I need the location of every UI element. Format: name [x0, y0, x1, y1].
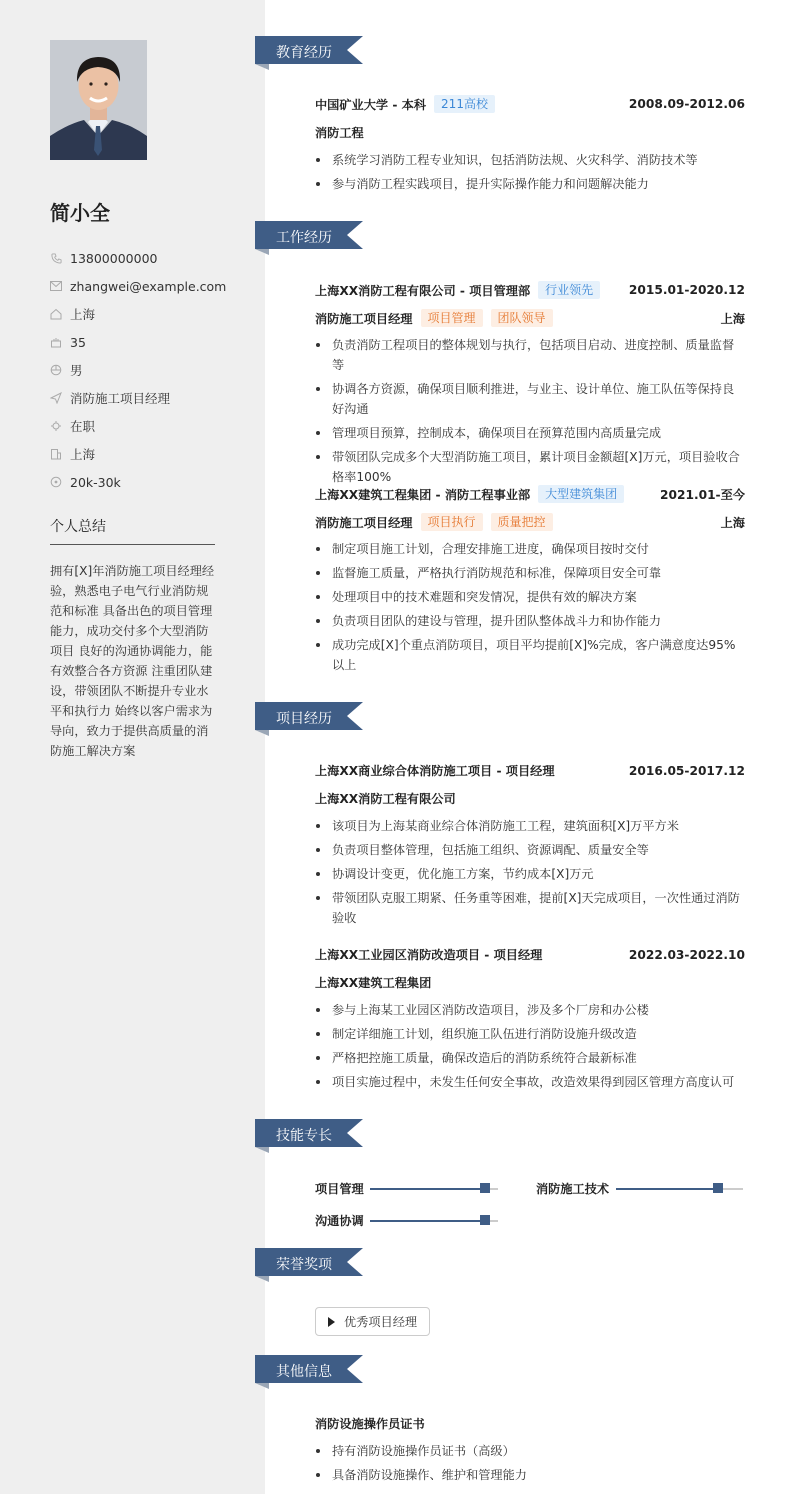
role-title: 消防施工项目经理 — [315, 515, 413, 530]
work-2-header — [315, 485, 745, 503]
list-item: 处理项目中的技术难题和突发情况，提供有效的解决方案 — [315, 587, 745, 607]
skill-bar-knob — [713, 1183, 723, 1193]
list-item: 监督施工质量，严格执行消防规范和标准，保障项目安全可靠 — [315, 563, 745, 583]
project-1-bullets — [315, 816, 745, 932]
award-chip — [315, 1307, 430, 1336]
work-city: 上海 — [720, 311, 745, 326]
info-email: zhangwei@example.com — [50, 272, 240, 300]
list-item: 负责项目团队的建设与管理，提升团队整体战斗力和协作能力 — [315, 611, 745, 631]
skill-bar-knob — [480, 1215, 490, 1225]
skill-bar-fill — [370, 1188, 485, 1190]
school-tag: 211高校 — [434, 95, 495, 113]
list-item: 该项目为上海某商业综合体消防施工工程，建筑面积[X]万平方米 — [315, 816, 745, 836]
skill-name: 消防施工技术 — [536, 1182, 610, 1196]
info-salary: 20k-30k — [50, 468, 240, 496]
summary-title: 个人总结 — [50, 519, 106, 535]
skill-bar — [616, 1188, 743, 1190]
list-item: 协调各方资源，确保项目顺利推进，与业主、设计单位、施工队伍等保持良好沟通 — [315, 379, 745, 419]
skill-bar-fill — [616, 1188, 718, 1190]
other-bullets — [315, 1441, 745, 1489]
info-age: 35 — [50, 328, 240, 356]
role-tag: 团队领导 — [491, 309, 553, 327]
info-status: 在职 — [50, 412, 240, 440]
sidebar — [0, 0, 265, 1494]
education-major: 消防工程 — [315, 126, 364, 140]
company-tag: 大型建筑集团 — [538, 485, 624, 503]
skill-item — [536, 1180, 743, 1197]
play-icon — [328, 1317, 335, 1327]
list-item: 持有消防设施操作员证书（高级） — [315, 1441, 745, 1461]
list-item: 严格把控施工质量，确保改造后的消防系统符合最新标准 — [315, 1048, 745, 1068]
role-tag: 质量把控 — [491, 513, 553, 531]
role-title: 消防施工项目经理 — [315, 311, 413, 326]
candidate-name: 简小全 — [50, 201, 110, 225]
info-gender: 男 — [50, 356, 240, 384]
info-phone: 13800000000 — [50, 244, 240, 272]
work-2-role — [315, 513, 745, 531]
list-item: 参与上海某工业园区消防改造项目，涉及多个厂房和办公楼 — [315, 1000, 745, 1020]
profile-photo — [50, 40, 147, 160]
project-1-header — [315, 762, 745, 779]
salary-icon — [50, 476, 62, 488]
list-item: 参与消防工程实践项目，提升实际操作能力和问题解决能力 — [315, 174, 745, 194]
company-name: 上海XX建筑工程集团 - 消防工程事业部 — [315, 487, 531, 502]
other-title: 消防设施操作员证书 — [315, 1417, 425, 1431]
contact-info-list — [50, 244, 240, 496]
project-title: 上海XX工业园区消防改造项目 - 项目经理 — [315, 948, 543, 962]
list-item: 成功完成[X]个重点消防项目，项目平均提前[X]%完成，客户满意度达95%以上 — [315, 635, 745, 675]
list-item: 负责项目整体管理，包括施工组织、资源调配、质量安全等 — [315, 840, 745, 860]
list-item: 制定详细施工计划，组织施工队伍进行消防设施升级改造 — [315, 1024, 745, 1044]
education-date: 2008.09-2012.06 — [628, 97, 745, 111]
school-name: 中国矿业大学 - 本科 — [315, 97, 427, 112]
list-item: 管理项目预算，控制成本，确保项目在预算范围内高质量完成 — [315, 423, 745, 443]
project-org: 上海XX建筑工程集团 — [315, 976, 432, 990]
project-date: 2022.03-2022.10 — [628, 947, 745, 962]
gender-icon — [50, 364, 62, 376]
mail-icon — [50, 280, 62, 292]
skill-bar — [370, 1220, 498, 1222]
list-item: 带领团队完成多个大型消防施工项目，累计项目金额超[X]万元，项目验收合格率100% — [315, 447, 745, 487]
work-1-header — [315, 281, 745, 299]
role-tag: 项目执行 — [421, 513, 483, 531]
company-tag: 行业领先 — [538, 281, 600, 299]
company-name: 上海XX消防工程有限公司 - 项目管理部 — [315, 283, 531, 298]
work-1-role — [315, 309, 745, 327]
list-item: 制定项目施工计划，合理安排施工进度，确保项目按时交付 — [315, 539, 745, 559]
award-label: 优秀项目经理 — [344, 1315, 418, 1329]
education-bullets — [315, 150, 745, 198]
project-date: 2016.05-2017.12 — [628, 763, 745, 778]
education-header — [315, 95, 745, 113]
summary-text: 拥有[X]年消防施工项目经理经验，熟悉电子电气行业消防规范和标准 具备出色的项目管理能力，成功交付多个大型消防项目 良好的沟通协调能力，能有效整合各方资源 注重团队建设，带领团队不断提升专业水平和执行力 始终以客户需求为导向，致力于提供高质量的消防施工解决方案 — [50, 564, 215, 758]
project-2-header — [315, 946, 745, 963]
info-location: 上海 — [50, 300, 240, 328]
project-2-bullets — [315, 1000, 745, 1096]
skill-name: 沟通协调 — [315, 1214, 364, 1228]
work-1-bullets — [315, 335, 745, 491]
work-city: 上海 — [720, 515, 745, 530]
skill-name: 项目管理 — [315, 1182, 364, 1196]
age-icon — [50, 336, 62, 348]
skill-bar-knob — [480, 1183, 490, 1193]
status-icon — [50, 420, 62, 432]
work-date: 2021.01-至今 — [660, 487, 745, 502]
list-item: 协调设计变更，优化施工方案，节约成本[X]万元 — [315, 864, 745, 884]
skill-item — [315, 1212, 498, 1229]
project-title: 上海XX商业综合体消防施工项目 - 项目经理 — [315, 764, 555, 778]
info-position: 消防施工项目经理 — [50, 384, 240, 412]
send-icon — [50, 392, 62, 404]
work-2-bullets — [315, 539, 745, 679]
home-icon — [50, 308, 62, 320]
role-tag: 项目管理 — [421, 309, 483, 327]
list-item: 带领团队克服工期紧、任务重等困难，提前[X]天完成项目，一次性通过消防验收 — [315, 888, 745, 928]
skill-item — [315, 1180, 498, 1197]
skill-bar — [370, 1188, 498, 1190]
list-item: 负责消防工程项目的整体规划与执行，包括项目启动、进度控制、质量监督等 — [315, 335, 745, 375]
phone-icon — [50, 252, 62, 264]
info-city: 上海 — [50, 440, 240, 468]
work-date: 2015.01-2020.12 — [628, 283, 745, 297]
skill-bar-fill — [370, 1220, 485, 1222]
summary-divider — [50, 544, 215, 545]
list-item: 具备消防设施操作、维护和管理能力 — [315, 1465, 745, 1485]
list-item: 系统学习消防工程专业知识，包括消防法规、火灾科学、消防技术等 — [315, 150, 745, 170]
project-org: 上海XX消防工程有限公司 — [315, 792, 456, 806]
list-item: 项目实施过程中，未发生任何安全事故，改造效果得到园区管理方高度认可 — [315, 1072, 745, 1092]
building-icon — [50, 448, 62, 460]
